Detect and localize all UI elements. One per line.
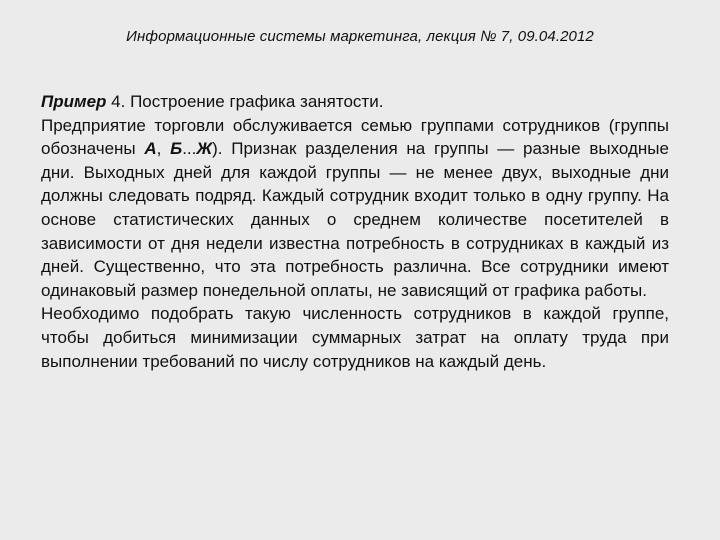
description-text-end: ). Признак разделения на группы — разные выходные дни. Выходных дней для каждой группы — не менее двух, выходные дни должны следовать подряд. Каждый сотрудник входит только в одну группу. На основе статистических данных о среднем количестве посетителей в зависимости от дня недели известна потребность в сотрудниках в каждый из дней. Существенно, что эта потребность различна. Все сотрудники имеют одинаковый размер понедельной оплаты, не зависящий от графика работы.: [41, 139, 669, 300]
slide-body: [41, 90, 669, 373]
lecture-header: Информационные системы маркетинга, лекция № 7, 09.04.2012: [126, 28, 594, 45]
task-statement: Необходимо подобрать такую численность сотрудников в каждой группе, чтобы добиться минимизации суммарных затрат на оплату труда при выполнении требований по числу сотрудников на каждый день.: [41, 304, 669, 371]
description-text-start: Предприятие торговли обслуживается семью группами сотрудников (группы обозначены: [41, 115, 669, 159]
example-label: Пример: [41, 92, 107, 111]
group-label-first: А: [144, 139, 157, 159]
problem-description: [41, 114, 669, 303]
group-ellipsis: ...: [182, 139, 197, 159]
example-number: 4: [111, 92, 121, 111]
group-label-second: Б: [170, 139, 183, 159]
example-heading: [41, 90, 669, 114]
group-separator: ,: [156, 139, 171, 159]
example-title: . Построение графика занятости.: [120, 92, 384, 111]
group-label-last: Ж: [196, 139, 213, 159]
